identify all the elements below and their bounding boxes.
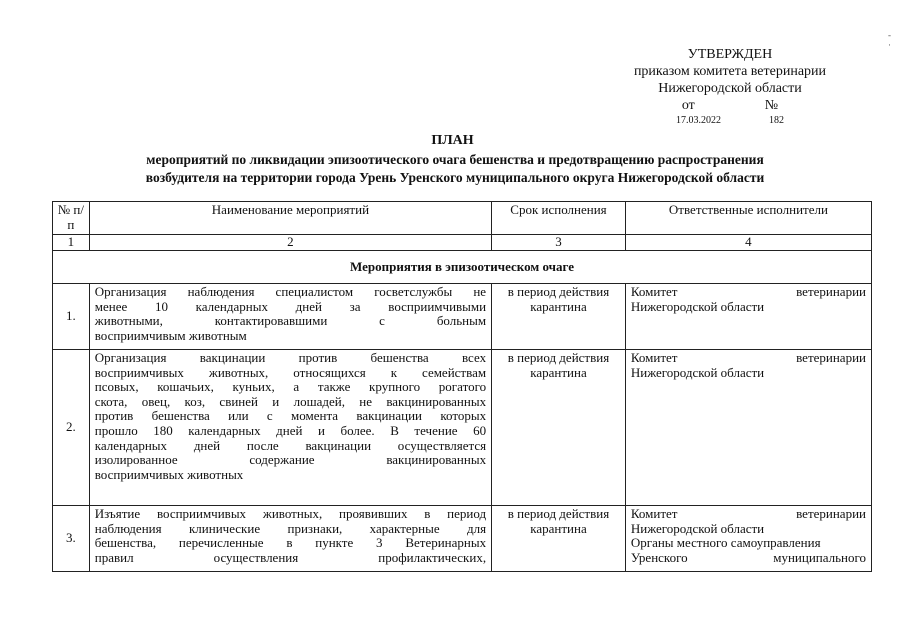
column-number: 1: [53, 235, 90, 251]
row-name-line: восприимчивых животных, относящихся к семействам: [94, 364, 487, 380]
row-term-line: в период действия: [507, 506, 610, 521]
table-row: [53, 284, 872, 350]
row-executor-line: Органы местного самоуправления: [630, 535, 821, 551]
section-row: [53, 251, 872, 284]
column-number: 2: [89, 235, 491, 251]
approval-title: УТВЕРЖДЕН: [687, 47, 773, 62]
row-executor-line: Комитет ветеринарии: [630, 284, 866, 299]
table-row: [53, 506, 872, 572]
plan-table: [52, 201, 872, 572]
column-number-row: [53, 235, 872, 251]
row-name-line: изолированное содержание вакцинированных: [94, 452, 487, 468]
row-term-line: карантина: [530, 298, 587, 314]
row-name: [89, 350, 491, 506]
row-name-line: правил осуществления профилактических,: [94, 549, 487, 565]
row-executor-line: Комитет ветеринарии: [630, 506, 866, 521]
row-name-line: против бешенства или с момента вакцинации которых: [94, 408, 487, 424]
row-name-line: Организация наблюдения специалистом госветслужбы не: [94, 284, 487, 299]
approval-block: [600, 46, 860, 127]
row-number: 3.: [53, 506, 90, 572]
plan-subtitle-line1: мероприятий по ликвидации эпизоотического очага бешенства и предотвращению распространения: [146, 152, 764, 167]
row-name: [89, 506, 491, 572]
plan-subtitle-line2: возбудителя на территории города Урень Уренского муниципального округа Нижегородской области: [145, 170, 765, 185]
row-name: [89, 284, 491, 350]
row-term-line: карантина: [530, 520, 587, 536]
approval-line2: Нижегородской области: [658, 81, 802, 96]
approval-from-label: от: [681, 98, 695, 113]
approval-number-label: №: [764, 98, 779, 113]
row-number: 1.: [53, 284, 90, 350]
row-name-line: восприимчивых животных: [94, 466, 244, 482]
row-name-line: менее 10 календарных дней за восприимчивыми: [94, 298, 487, 314]
column-number: 3: [492, 235, 626, 251]
scan-mark: - ·: [888, 30, 891, 50]
header-number: № п/п: [53, 202, 90, 235]
approval-line1: приказом комитета ветеринарии: [633, 64, 827, 79]
row-number: 2.: [53, 350, 90, 506]
row-name-line: псовых, кошачьих, куньих, а также крупного рогатого: [94, 379, 487, 395]
approval-date-number: [600, 115, 860, 127]
row-executor-line: Нижегородской области: [630, 520, 765, 536]
row-name-line: прошло 180 календарных дней и более. В течение 60: [94, 422, 487, 438]
approval-number: 182: [769, 115, 784, 126]
row-name-line: восприимчивым животным: [94, 327, 247, 343]
row-term: [492, 506, 626, 572]
header-executors: Ответственные исполнители: [625, 202, 871, 235]
row-term-line: в период действия: [507, 350, 610, 365]
row-executor-line: Нижегородской области: [630, 364, 765, 380]
header-name: Наименование мероприятий: [89, 202, 491, 235]
row-name-line: бешенства, перечисленные в пункте 3 Ветеринарных: [94, 535, 487, 551]
row-term-line: в период действия: [507, 284, 610, 299]
row-executors: [625, 284, 871, 350]
row-executor-line: Нижегородской области: [630, 298, 765, 314]
table-header-row: [53, 202, 872, 235]
row-term: [492, 350, 626, 506]
column-number: 4: [625, 235, 871, 251]
approval-from-number: [600, 97, 860, 114]
header-term: Срок исполнения: [492, 202, 626, 235]
row-executors: [625, 506, 871, 572]
row-name-line: животными, контактировавшими с больным: [94, 313, 487, 329]
row-name-line: календарных дней после вакцинации осуществляется: [94, 437, 487, 453]
row-term-line: карантина: [530, 364, 587, 380]
approval-date: 17.03.2022: [676, 115, 721, 126]
plan-subtitle: [60, 151, 850, 187]
row-executor-line: Уренского муниципального: [630, 549, 866, 565]
plan-title: ПЛАН: [431, 133, 474, 148]
table-row: [53, 350, 872, 506]
row-name-line: Организация вакцинации против бешенства всех: [94, 350, 487, 365]
section-title: Мероприятия в эпизоотическом очаге: [53, 251, 872, 284]
row-executor-line: Комитет ветеринарии: [630, 350, 866, 365]
row-name-line: скота, овец, коз, свиней и лошадей, не вакцинированных: [94, 393, 487, 409]
row-term: [492, 284, 626, 350]
row-executors: [625, 350, 871, 506]
row-name-line: наблюдения клинические признаки, характерные для: [94, 520, 487, 536]
row-name-line: Изъятие восприимчивых животных, проявивших в период: [94, 506, 487, 521]
